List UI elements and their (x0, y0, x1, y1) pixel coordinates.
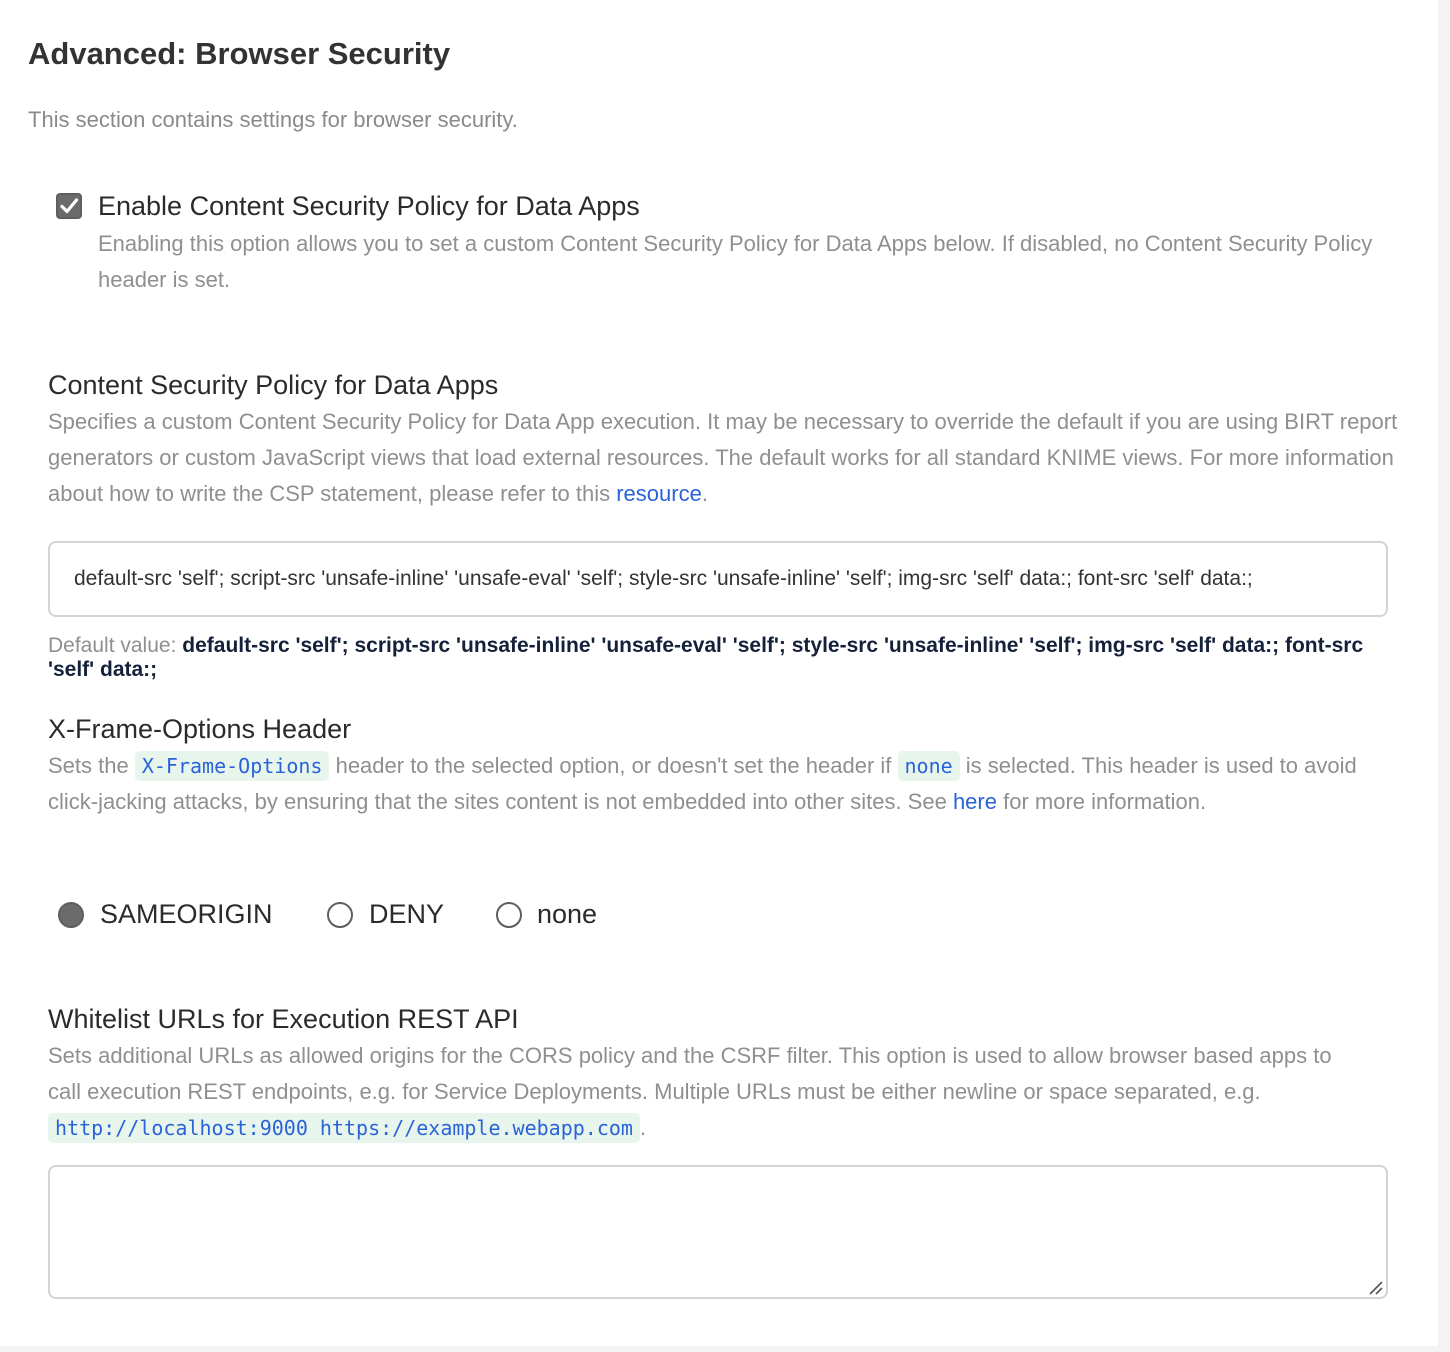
csp-input[interactable] (48, 541, 1388, 617)
resize-grip-icon[interactable] (1366, 1278, 1384, 1296)
csp-resource-link[interactable]: resource (616, 481, 702, 506)
csp-desc-text: Specifies a custom Content Security Policy for Data App execution. It may be necessary to override the default if you are using BIRT report generators or custom JavaScript views that load external resources. The default works for all standard KNIME views. For more information about how to write the CSP statement, please refer to this (48, 409, 1398, 506)
xframe-desc-1: Sets the (48, 753, 135, 778)
whitelist-section-description (48, 1038, 1368, 1146)
radio-none-label[interactable]: none (537, 899, 598, 929)
checkmark-icon (59, 196, 79, 216)
xframe-code-none: none (898, 751, 960, 781)
enable-csp-label[interactable]: Enable Content Security Policy for Data Apps (98, 191, 640, 221)
xframe-desc-2: header to the selected option, or doesn't set the header if (329, 753, 898, 778)
csp-default-value (48, 634, 1408, 682)
csp-desc-end: . (701, 481, 708, 506)
xframe-section-title: X-Frame-Options Header (48, 714, 352, 744)
whitelist-urls-textarea[interactable] (48, 1165, 1388, 1299)
xframe-desc-3: is selected. This header is used to avoid click-jacking attacks, by ensuring that the sites content is not embedded into other sites. See (48, 753, 1357, 814)
radio-deny-label[interactable]: DENY (369, 899, 445, 929)
whitelist-desc-end: . (639, 1115, 647, 1140)
radio-deny[interactable] (327, 902, 353, 928)
scrollbar-track[interactable] (1438, 0, 1450, 1352)
xframe-section-description (48, 748, 1378, 820)
whitelist-section-title: Whitelist URLs for Execution REST API (48, 1004, 519, 1034)
radio-sameorigin[interactable] (58, 902, 84, 928)
whitelist-desc-1: Sets additional URLs as allowed origins for the CORS policy and the CSRF filter. This option is used to allow browser based apps to call execution REST endpoints, e.g. for Service Deployments. Multiple URLs must be either newline or space separated, e.g. (48, 1043, 1332, 1104)
default-value-label: Default value: (48, 634, 177, 657)
csp-section-description (48, 404, 1398, 512)
enable-csp-help: Enabling this option allows you to set a custom Content Security Policy for Data Apps below. If disabled, no Content Security Policy header is set. (98, 231, 1373, 292)
radio-sameorigin-label[interactable]: SAMEORIGIN (100, 899, 273, 929)
xframe-code-header: X-Frame-Options (135, 751, 330, 781)
xframe-desc-4: for more information. (996, 789, 1207, 814)
page-title: Advanced: Browser Security (28, 36, 451, 71)
xframe-here-link[interactable]: here (952, 789, 997, 814)
csp-section-title: Content Security Policy for Data Apps (48, 370, 499, 400)
radio-none[interactable] (496, 902, 522, 928)
whitelist-code-example: http://localhost:9000 https://example.webapp.com (48, 1113, 640, 1143)
enable-csp-checkbox[interactable] (56, 193, 82, 219)
page-description: This section contains settings for browser security. (28, 107, 518, 132)
default-value-text: default-src 'self'; script-src 'unsafe-inline' 'unsafe-eval' 'self'; style-src 'unsafe-inline' 'self'; img-src 'self' data:; font-src 'self' data:; (48, 634, 1364, 681)
